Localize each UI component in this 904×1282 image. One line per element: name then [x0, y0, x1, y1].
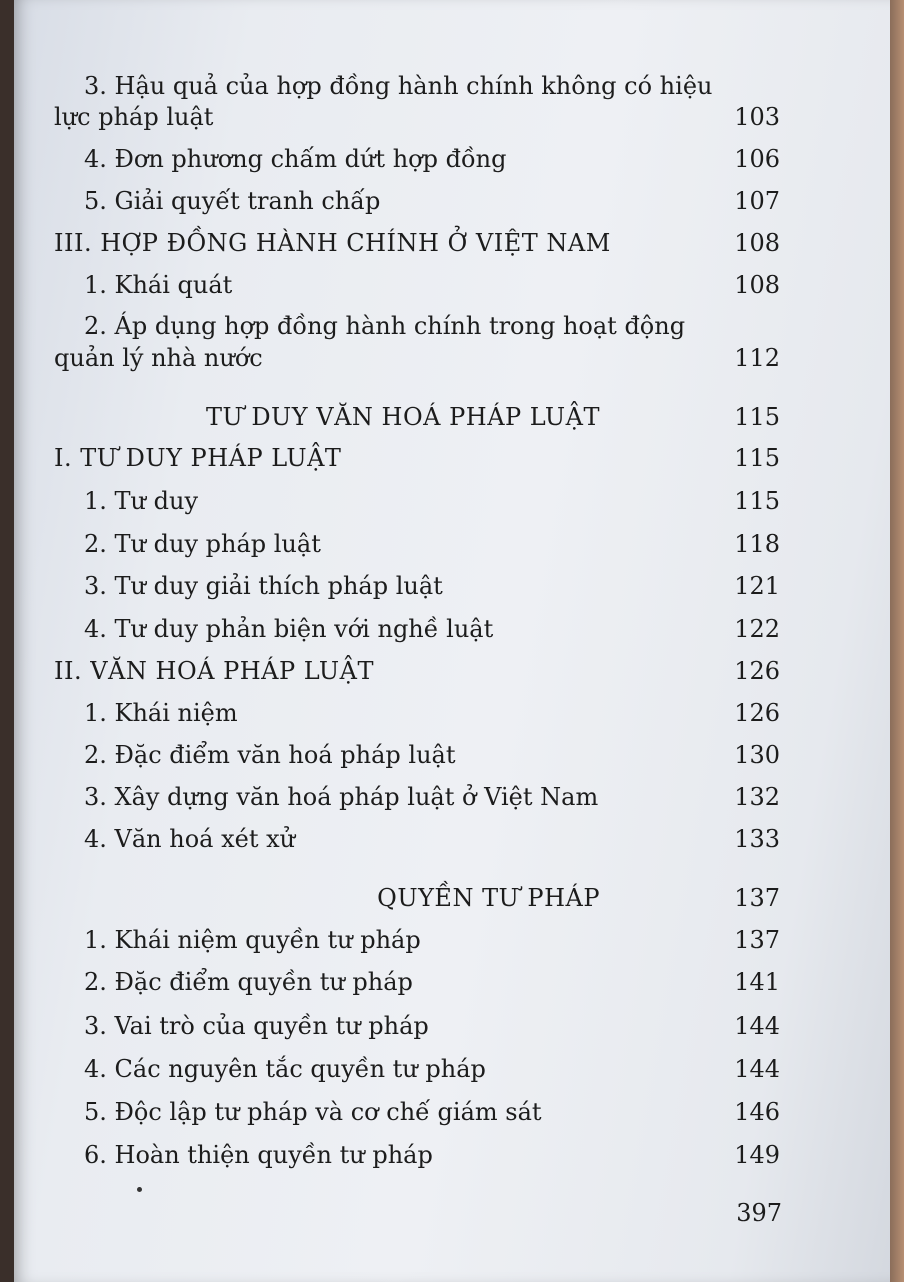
toc-entry — [54, 1092, 780, 1132]
toc-entry — [54, 819, 780, 859]
toc-entry-title: 3. Vai trò của quyền tư pháp — [84, 1012, 429, 1040]
toc-entry-page: 149 — [734, 1141, 780, 1169]
toc-entry — [54, 524, 780, 564]
toc-entry — [54, 962, 780, 1002]
toc-entry-title: III. HỢP ĐỒNG HÀNH CHÍNH Ở VIỆT NAM — [54, 229, 611, 257]
toc-entry-title: QUYỀN TƯ PHÁP — [377, 884, 600, 912]
toc-entry-title: 2. Đặc điểm văn hoá pháp luật — [84, 741, 456, 769]
toc-entry-page: 115 — [734, 444, 780, 472]
book-page — [14, 0, 892, 1282]
toc-entry — [54, 397, 780, 437]
toc-entry — [54, 1006, 780, 1046]
toc-entry-page: 141 — [734, 968, 780, 996]
toc-entry-title: II. VĂN HOÁ PHÁP LUẬT — [54, 657, 374, 685]
toc-entry-page: 118 — [734, 530, 780, 558]
toc-entry-title: lực pháp luật — [54, 103, 214, 131]
toc-entry-page: 115 — [734, 487, 780, 515]
page-number: 397 — [736, 1199, 782, 1227]
toc-entry-title: 2. Tư duy pháp luật — [84, 530, 321, 558]
toc-entry-title: 1. Khái quát — [84, 271, 233, 299]
toc-entry-title: 2. Áp dụng hợp đồng hành chính trong hoạt động — [84, 312, 686, 340]
toc-entry-page: 146 — [734, 1098, 780, 1126]
toc-entry — [54, 566, 780, 606]
toc-entry — [54, 97, 780, 137]
toc-entry-page: 122 — [734, 615, 780, 643]
toc-entry-title: 4. Văn hoá xét xử — [84, 825, 296, 853]
toc-entry — [54, 920, 780, 960]
toc-entry-title: 6. Hoàn thiện quyền tư pháp — [84, 1141, 433, 1169]
toc-entry-title: quản lý nhà nước — [54, 344, 263, 372]
toc-entry — [54, 438, 780, 478]
toc-entry-page: 107 — [734, 187, 780, 215]
book-edge — [890, 0, 904, 1282]
toc-entry — [54, 693, 780, 733]
toc-entry-page: 106 — [734, 145, 780, 173]
toc-entry-page: 115 — [734, 403, 780, 431]
toc-entry — [54, 1049, 780, 1089]
toc-entry-title: 1. Tư duy — [84, 487, 198, 515]
toc-entry-page: 112 — [734, 344, 780, 372]
toc-entry — [54, 735, 780, 775]
toc-entry-title: TƯ DUY VĂN HOÁ PHÁP LUẬT — [205, 403, 600, 431]
toc-entry-title: 2. Đặc điểm quyền tư pháp — [84, 968, 413, 996]
toc-entry — [54, 338, 780, 378]
toc-entry-title: 3. Tư duy giải thích pháp luật — [84, 572, 443, 600]
toc-entry-page: 108 — [734, 229, 780, 257]
toc-entry-title: 3. Hậu quả của hợp đồng hành chính không có hiệu — [84, 72, 713, 100]
toc-entry-title: 3. Xây dựng văn hoá pháp luật ở Việt Nam — [84, 783, 599, 811]
toc-entry — [54, 878, 780, 918]
toc-entry-page: 108 — [734, 271, 780, 299]
toc-entry — [54, 181, 780, 221]
toc-entry — [54, 223, 780, 263]
toc-entry-page: 137 — [734, 926, 780, 954]
toc-entry-title: I. TƯ DUY PHÁP LUẬT — [54, 444, 342, 472]
toc-entry-page: 126 — [734, 657, 780, 685]
toc-entry-title: 1. Khái niệm quyền tư pháp — [84, 926, 421, 954]
toc-entry-page: 126 — [734, 699, 780, 727]
toc-entry-page: 137 — [734, 884, 780, 912]
toc-entry-page: 103 — [734, 103, 780, 131]
toc-entry-page: 144 — [734, 1055, 780, 1083]
toc-entry — [54, 609, 780, 649]
toc-entry — [54, 481, 780, 521]
toc-entry-title: 4. Tư duy phản biện với nghề luật — [84, 615, 494, 643]
ink-dot — [137, 1187, 142, 1192]
toc-entry — [54, 139, 780, 179]
toc-entry-page: 121 — [734, 572, 780, 600]
toc-entry-page: 133 — [734, 825, 780, 853]
toc-entry-title: 5. Độc lập tư pháp và cơ chế giám sát — [84, 1098, 542, 1126]
toc-entry-page: 132 — [734, 783, 780, 811]
toc-entry-title: 4. Đơn phương chấm dứt hợp đồng — [84, 145, 507, 173]
toc-entry-page: 144 — [734, 1012, 780, 1040]
toc-entry-title: 4. Các nguyên tắc quyền tư pháp — [84, 1055, 486, 1083]
toc-entry — [54, 265, 780, 305]
toc-entry-title: 5. Giải quyết tranh chấp — [84, 187, 381, 215]
toc-entry — [54, 777, 780, 817]
toc-entry-title: 1. Khái niệm — [84, 699, 238, 727]
toc-entry-page: 130 — [734, 741, 780, 769]
toc-entry — [54, 1135, 780, 1175]
toc-entry — [54, 651, 780, 691]
